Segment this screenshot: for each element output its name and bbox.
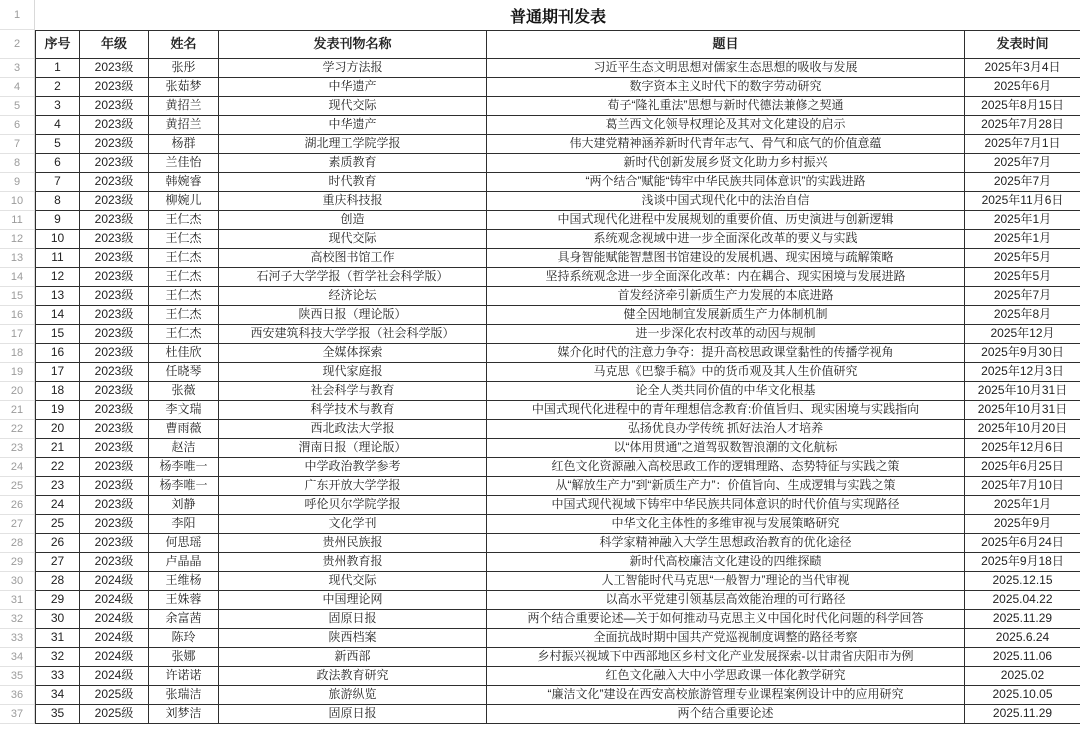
table-row xyxy=(36,382,1080,401)
table-row xyxy=(36,344,1080,363)
cell-date[interactable]: 2025年5月 xyxy=(965,249,1080,268)
cell-date[interactable]: 2025年10月31日 xyxy=(965,401,1080,420)
cell-name[interactable]: 黄招兰 xyxy=(149,97,219,116)
cell-grade[interactable]: 2023级 xyxy=(80,154,149,173)
cell-name[interactable]: 陈玲 xyxy=(149,629,219,648)
cell-no[interactable]: 22 xyxy=(36,458,80,477)
cell-no[interactable]: 5 xyxy=(36,135,80,154)
table-row xyxy=(36,192,1080,211)
table-row xyxy=(36,211,1080,230)
cell-journal[interactable]: 西北政法大学报 xyxy=(219,420,487,439)
cell-date[interactable]: 2025.11.06 xyxy=(965,648,1080,667)
cell-title[interactable]: 系统观念视域中进一步全面深化改革的要义与实践 xyxy=(487,230,965,249)
cell-grade[interactable]: 2023级 xyxy=(80,268,149,287)
cell-grade[interactable]: 2023级 xyxy=(80,458,149,477)
cell-title[interactable]: 马克思《巴黎手稿》中的货币观及其人生价值研究 xyxy=(487,363,965,382)
cell-name[interactable]: 杨李唯一 xyxy=(149,458,219,477)
cell-grade[interactable]: 2023级 xyxy=(80,553,149,572)
cell-no[interactable]: 20 xyxy=(36,420,80,439)
cell-journal[interactable]: 西安建筑科技大学学报（社会科学版） xyxy=(219,325,487,344)
cell-name[interactable]: 杜佳欣 xyxy=(149,344,219,363)
cell-grade[interactable]: 2023级 xyxy=(80,496,149,515)
cell-grade[interactable]: 2023级 xyxy=(80,439,149,458)
cell-name[interactable]: 王仁杰 xyxy=(149,249,219,268)
cell-grade[interactable]: 2023级 xyxy=(80,97,149,116)
header-grade[interactable]: 年级 xyxy=(80,31,149,59)
cell-name[interactable]: 许诺诺 xyxy=(149,667,219,686)
row-number[interactable]: 35 xyxy=(0,667,34,686)
cell-no[interactable]: 29 xyxy=(36,591,80,610)
cell-journal[interactable]: 现代家庭报 xyxy=(219,363,487,382)
cell-no[interactable]: 9 xyxy=(36,211,80,230)
row-number[interactable]: 26 xyxy=(0,496,34,515)
cell-no[interactable]: 34 xyxy=(36,686,80,705)
cell-title[interactable]: 中国式现代化进程中发展规划的重要价值、历史演进与创新逻辑 xyxy=(487,211,965,230)
cell-title[interactable]: 数字资本主义时代下的数字劳动研究 xyxy=(487,78,965,97)
cell-journal[interactable]: 陕西日报（理论版） xyxy=(219,306,487,325)
cell-journal[interactable]: 贵州民族报 xyxy=(219,534,487,553)
cell-journal[interactable]: 全媒体探索 xyxy=(219,344,487,363)
cell-name[interactable]: 杨群 xyxy=(149,135,219,154)
cell-title[interactable]: 新时代创新发展乡贤文化助力乡村振兴 xyxy=(487,154,965,173)
cell-date[interactable]: 2025.10.05 xyxy=(965,686,1080,705)
cell-title[interactable]: 从“解放生产力”到“新质生产力”：价值旨向、生成逻辑与实践之策 xyxy=(487,477,965,496)
row-number[interactable]: 19 xyxy=(0,363,34,382)
cell-journal[interactable]: 创造 xyxy=(219,211,487,230)
sheet-content xyxy=(35,0,1080,724)
cell-no[interactable]: 30 xyxy=(36,610,80,629)
table-row xyxy=(36,705,1080,724)
table-row xyxy=(36,591,1080,610)
cell-no[interactable]: 19 xyxy=(36,401,80,420)
row-number[interactable]: 2 xyxy=(0,30,34,59)
row-number[interactable]: 28 xyxy=(0,534,34,553)
cell-grade[interactable]: 2023级 xyxy=(80,306,149,325)
cell-date[interactable]: 2025.6.24 xyxy=(965,629,1080,648)
cell-journal[interactable]: 重庆科技报 xyxy=(219,192,487,211)
row-number[interactable]: 20 xyxy=(0,382,34,401)
row-number[interactable]: 21 xyxy=(0,401,34,420)
cell-title[interactable]: 伟大建党精神涵养新时代青年志气、骨气和底气的价值意蕴 xyxy=(487,135,965,154)
cell-journal[interactable]: 新西部 xyxy=(219,648,487,667)
cell-journal[interactable]: 呼伦贝尔学院学报 xyxy=(219,496,487,515)
cell-name[interactable]: 兰佳怡 xyxy=(149,154,219,173)
cell-journal[interactable]: 中华遗产 xyxy=(219,116,487,135)
cell-date[interactable]: 2025年10月31日 xyxy=(965,382,1080,401)
row-number[interactable]: 14 xyxy=(0,268,34,287)
table-row xyxy=(36,306,1080,325)
cell-no[interactable]: 11 xyxy=(36,249,80,268)
cell-no[interactable]: 10 xyxy=(36,230,80,249)
cell-name[interactable]: 黄招兰 xyxy=(149,116,219,135)
table-row xyxy=(36,629,1080,648)
cell-grade[interactable]: 2023级 xyxy=(80,249,149,268)
cell-title[interactable]: 媒介化时代的注意力争夺：提升高校思政课堂黏性的传播学视角 xyxy=(487,344,965,363)
cell-name[interactable]: 张娜 xyxy=(149,648,219,667)
cell-date[interactable]: 2025年1月 xyxy=(965,230,1080,249)
cell-title[interactable]: 红色文化融入大中小学思政课一体化教学研究 xyxy=(487,667,965,686)
table-row xyxy=(36,534,1080,553)
cell-date[interactable]: 2025.02 xyxy=(965,667,1080,686)
row-number[interactable]: 25 xyxy=(0,477,34,496)
cell-no[interactable]: 25 xyxy=(36,515,80,534)
cell-journal[interactable]: 石河子大学学报（哲学社会科学版） xyxy=(219,268,487,287)
cell-title[interactable]: 中国式现代视域下铸牢中华民族共同体意识的时代价值与实现路径 xyxy=(487,496,965,515)
cell-date[interactable]: 2025年1月 xyxy=(965,496,1080,515)
cell-date[interactable]: 2025年1月 xyxy=(965,211,1080,230)
cell-title[interactable]: 中华文化主体性的多维审视与发展策略研究 xyxy=(487,515,965,534)
cell-name[interactable]: 韩婉睿 xyxy=(149,173,219,192)
table-row xyxy=(36,249,1080,268)
cell-date[interactable]: 2025年7月 xyxy=(965,287,1080,306)
cell-name[interactable]: 王仁杰 xyxy=(149,287,219,306)
cell-name[interactable]: 赵洁 xyxy=(149,439,219,458)
row-number[interactable]: 29 xyxy=(0,553,34,572)
cell-date[interactable]: 2025.11.29 xyxy=(965,610,1080,629)
cell-journal[interactable]: 科学技术与教育 xyxy=(219,401,487,420)
header-name[interactable]: 姓名 xyxy=(149,31,219,59)
cell-grade[interactable]: 2023级 xyxy=(80,116,149,135)
cell-grade[interactable]: 2023级 xyxy=(80,363,149,382)
cell-date[interactable]: 2025年7月1日 xyxy=(965,135,1080,154)
cell-grade[interactable]: 2024级 xyxy=(80,667,149,686)
cell-date[interactable]: 2025年12月 xyxy=(965,325,1080,344)
cell-title[interactable]: 健全因地制宜发展新质生产力体制机制 xyxy=(487,306,965,325)
cell-title[interactable]: 弘扬优良办学传统 抓好法治人才培养 xyxy=(487,420,965,439)
row-number[interactable]: 7 xyxy=(0,135,34,154)
row-number[interactable]: 30 xyxy=(0,572,34,591)
cell-title[interactable]: 科学家精神融入大学生思想政治教育的优化途径 xyxy=(487,534,965,553)
cell-date[interactable]: 2025年5月 xyxy=(965,268,1080,287)
cell-date[interactable]: 2025年7月 xyxy=(965,154,1080,173)
row-number[interactable]: 13 xyxy=(0,249,34,268)
cell-date[interactable]: 2025年7月 xyxy=(965,173,1080,192)
table-row xyxy=(36,287,1080,306)
cell-grade[interactable]: 2023级 xyxy=(80,534,149,553)
cell-title[interactable]: 两个结合重要论述—关于如何推动马克思主义中国化时代化问题的科学回答 xyxy=(487,610,965,629)
row-number[interactable]: 6 xyxy=(0,116,34,135)
cell-no[interactable]: 35 xyxy=(36,705,80,724)
table-row xyxy=(36,572,1080,591)
cell-date[interactable]: 2025年10月20日 xyxy=(965,420,1080,439)
table-row xyxy=(36,97,1080,116)
cell-title[interactable]: 论全人类共同价值的中华文化根基 xyxy=(487,382,965,401)
cell-grade[interactable]: 2024级 xyxy=(80,572,149,591)
table-row xyxy=(36,458,1080,477)
table-row xyxy=(36,135,1080,154)
table-row xyxy=(36,439,1080,458)
table-row xyxy=(36,154,1080,173)
cell-name[interactable]: 王仁杰 xyxy=(149,211,219,230)
row-number[interactable]: 8 xyxy=(0,154,34,173)
table-row xyxy=(36,363,1080,382)
table-row xyxy=(36,173,1080,192)
cell-name[interactable]: 王仁杰 xyxy=(149,325,219,344)
cell-grade[interactable]: 2023级 xyxy=(80,287,149,306)
row-number-gutter xyxy=(0,0,35,724)
cell-grade[interactable]: 2023级 xyxy=(80,477,149,496)
cell-date[interactable]: 2025年12月3日 xyxy=(965,363,1080,382)
cell-journal[interactable]: 高校图书馆工作 xyxy=(219,249,487,268)
cell-date[interactable]: 2025年12月6日 xyxy=(965,439,1080,458)
cell-name[interactable]: 杨李唯一 xyxy=(149,477,219,496)
cell-name[interactable]: 柳婉儿 xyxy=(149,192,219,211)
cell-name[interactable]: 曹雨薇 xyxy=(149,420,219,439)
cell-journal[interactable]: 现代交际 xyxy=(219,572,487,591)
row-number[interactable]: 17 xyxy=(0,325,34,344)
row-number[interactable]: 23 xyxy=(0,439,34,458)
row-number[interactable]: 36 xyxy=(0,686,34,705)
cell-name[interactable]: 刘梦洁 xyxy=(149,705,219,724)
cell-name[interactable]: 王姝蓉 xyxy=(149,591,219,610)
cell-grade[interactable]: 2023级 xyxy=(80,325,149,344)
table-row xyxy=(36,477,1080,496)
cell-grade[interactable]: 2024级 xyxy=(80,648,149,667)
cell-title[interactable]: 以“体用贯通”之道驾驭数智浪潮的文化航标 xyxy=(487,439,965,458)
cell-title[interactable]: 坚持系统观念进一步全面深化改革：内在耦合、现实困境与发展进路 xyxy=(487,268,965,287)
row-number[interactable]: 34 xyxy=(0,648,34,667)
cell-journal[interactable]: 现代交际 xyxy=(219,97,487,116)
cell-title[interactable]: 两个结合重要论述 xyxy=(487,705,965,724)
cell-journal[interactable]: 固原日报 xyxy=(219,610,487,629)
cell-no[interactable]: 7 xyxy=(36,173,80,192)
table-row xyxy=(36,686,1080,705)
cell-name[interactable]: 任晓琴 xyxy=(149,363,219,382)
cell-title[interactable]: 中国式现代化进程中的青年理想信念教育:价值旨归、现实困境与实践指向 xyxy=(487,401,965,420)
cell-journal[interactable]: 学习方法报 xyxy=(219,59,487,78)
cell-name[interactable]: 张彤 xyxy=(149,59,219,78)
cell-no[interactable]: 28 xyxy=(36,572,80,591)
cell-name[interactable]: 李阳 xyxy=(149,515,219,534)
cell-grade[interactable]: 2023级 xyxy=(80,382,149,401)
cell-no[interactable]: 18 xyxy=(36,382,80,401)
cell-title[interactable]: 具身智能赋能智慧图书馆建设的发展机遇、现实困境与疏解策略 xyxy=(487,249,965,268)
cell-grade[interactable]: 2023级 xyxy=(80,401,149,420)
publications-table xyxy=(35,30,1080,724)
cell-title[interactable]: 人工智能时代马克思“一般智力”理论的当代审视 xyxy=(487,572,965,591)
cell-grade[interactable]: 2023级 xyxy=(80,78,149,97)
cell-title[interactable]: 习近平生态文明思想对儒家生态思想的吸收与发展 xyxy=(487,59,965,78)
header-row xyxy=(36,31,1080,59)
cell-date[interactable]: 2025年7月10日 xyxy=(965,477,1080,496)
cell-title[interactable]: 进一步深化农村改革的动因与规制 xyxy=(487,325,965,344)
cell-name[interactable]: 刘静 xyxy=(149,496,219,515)
table-row xyxy=(36,268,1080,287)
cell-date[interactable]: 2025年9月18日 xyxy=(965,553,1080,572)
cell-title[interactable]: “两个结合”赋能“铸牢中华民族共同体意识”的实践进路 xyxy=(487,173,965,192)
cell-no[interactable]: 24 xyxy=(36,496,80,515)
cell-grade[interactable]: 2023级 xyxy=(80,135,149,154)
header-no[interactable]: 序号 xyxy=(36,31,80,59)
cell-grade[interactable]: 2023级 xyxy=(80,230,149,249)
cell-grade[interactable]: 2023级 xyxy=(80,59,149,78)
cell-date[interactable]: 2025.12.15 xyxy=(965,572,1080,591)
cell-journal[interactable]: 中学政治教学参考 xyxy=(219,458,487,477)
row-number[interactable]: 4 xyxy=(0,78,34,97)
table-row xyxy=(36,610,1080,629)
cell-journal[interactable]: 广东开放大学学报 xyxy=(219,477,487,496)
cell-no[interactable]: 4 xyxy=(36,116,80,135)
cell-name[interactable]: 张瑞洁 xyxy=(149,686,219,705)
header-title[interactable]: 题目 xyxy=(487,31,965,59)
row-number[interactable]: 11 xyxy=(0,211,34,230)
cell-no[interactable]: 3 xyxy=(36,97,80,116)
cell-title[interactable]: 以高水平党建引领基层高效能治理的可行路径 xyxy=(487,591,965,610)
row-number[interactable]: 1 xyxy=(0,0,34,30)
cell-date[interactable]: 2025年9月 xyxy=(965,515,1080,534)
row-number[interactable]: 16 xyxy=(0,306,34,325)
cell-journal[interactable]: 时代教育 xyxy=(219,173,487,192)
cell-grade[interactable]: 2025级 xyxy=(80,705,149,724)
cell-name[interactable]: 王仁杰 xyxy=(149,268,219,287)
cell-no[interactable]: 32 xyxy=(36,648,80,667)
row-number[interactable]: 31 xyxy=(0,591,34,610)
row-number[interactable]: 27 xyxy=(0,515,34,534)
table-row xyxy=(36,116,1080,135)
cell-journal[interactable]: 中国理论网 xyxy=(219,591,487,610)
cell-grade[interactable]: 2025级 xyxy=(80,686,149,705)
table-row xyxy=(36,401,1080,420)
cell-title[interactable]: 红色文化资源融入高校思政工作的逻辑理路、态势特征与实践之策 xyxy=(487,458,965,477)
cell-title[interactable]: 全面抗战时期中国共产党巡视制度调整的路径考察 xyxy=(487,629,965,648)
table-row xyxy=(36,667,1080,686)
cell-no[interactable]: 8 xyxy=(36,192,80,211)
cell-name[interactable]: 张薇 xyxy=(149,382,219,401)
sheet-title[interactable]: 普通期刊发表 xyxy=(509,8,606,26)
cell-no[interactable]: 33 xyxy=(36,667,80,686)
table-row xyxy=(36,325,1080,344)
cell-name[interactable]: 余富茜 xyxy=(149,610,219,629)
header-date[interactable]: 发表时间 xyxy=(965,31,1080,59)
cell-name[interactable]: 王仁杰 xyxy=(149,306,219,325)
table-row xyxy=(36,553,1080,572)
cell-grade[interactable]: 2024级 xyxy=(80,629,149,648)
cell-grade[interactable]: 2024级 xyxy=(80,591,149,610)
cell-journal[interactable]: 旅游纵览 xyxy=(219,686,487,705)
cell-date[interactable]: 2025年8月15日 xyxy=(965,97,1080,116)
cell-grade[interactable]: 2023级 xyxy=(80,173,149,192)
row-number[interactable]: 3 xyxy=(0,59,34,78)
cell-name[interactable]: 李文瑞 xyxy=(149,401,219,420)
cell-no[interactable]: 2 xyxy=(36,78,80,97)
cell-journal[interactable]: 社会科学与教育 xyxy=(219,382,487,401)
cell-no[interactable]: 13 xyxy=(36,287,80,306)
cell-date[interactable]: 2025年6月 xyxy=(965,78,1080,97)
cell-title[interactable]: 荀子“隆礼重法”思想与新时代德法兼修之契通 xyxy=(487,97,965,116)
cell-no[interactable]: 12 xyxy=(36,268,80,287)
row-number[interactable]: 37 xyxy=(0,705,34,724)
row-number[interactable]: 22 xyxy=(0,420,34,439)
row-number[interactable]: 18 xyxy=(0,344,34,363)
cell-journal[interactable]: 政法教育研究 xyxy=(219,667,487,686)
cell-grade[interactable]: 2023级 xyxy=(80,515,149,534)
cell-name[interactable]: 卢晶晶 xyxy=(149,553,219,572)
cell-journal[interactable]: 经济论坛 xyxy=(219,287,487,306)
cell-journal[interactable]: 现代交际 xyxy=(219,230,487,249)
cell-title[interactable]: 首发经济牵引新质生产力发展的本底进路 xyxy=(487,287,965,306)
cell-title[interactable]: 乡村振兴视域下中西部地区乡村文化产业发展探索-以甘肃省庆阳市为例 xyxy=(487,648,965,667)
table-row xyxy=(36,78,1080,97)
cell-journal[interactable]: 素质教育 xyxy=(219,154,487,173)
row-number[interactable]: 10 xyxy=(0,192,34,211)
cell-date[interactable]: 2025年7月28日 xyxy=(965,116,1080,135)
header-journal[interactable]: 发表刊物名称 xyxy=(219,31,487,59)
cell-date[interactable]: 2025年6月24日 xyxy=(965,534,1080,553)
cell-journal[interactable]: 固原日报 xyxy=(219,705,487,724)
cell-no[interactable]: 31 xyxy=(36,629,80,648)
table-row xyxy=(36,420,1080,439)
cell-no[interactable]: 21 xyxy=(36,439,80,458)
cell-no[interactable]: 6 xyxy=(36,154,80,173)
cell-no[interactable]: 27 xyxy=(36,553,80,572)
cell-no[interactable]: 26 xyxy=(36,534,80,553)
cell-no[interactable]: 1 xyxy=(36,59,80,78)
row-number[interactable]: 24 xyxy=(0,458,34,477)
cell-date[interactable]: 2025年9月30日 xyxy=(965,344,1080,363)
cell-journal[interactable]: 中华遗产 xyxy=(219,78,487,97)
cell-no[interactable]: 23 xyxy=(36,477,80,496)
cell-journal[interactable]: 渭南日报（理论版） xyxy=(219,439,487,458)
table-row xyxy=(36,515,1080,534)
cell-title[interactable]: 浅谈中国式现代化中的法治自信 xyxy=(487,192,965,211)
cell-journal[interactable]: 陕西档案 xyxy=(219,629,487,648)
cell-grade[interactable]: 2024级 xyxy=(80,610,149,629)
table-row xyxy=(36,59,1080,78)
cell-grade[interactable]: 2023级 xyxy=(80,211,149,230)
cell-name[interactable]: 何思瑶 xyxy=(149,534,219,553)
cell-name[interactable]: 王维杨 xyxy=(149,572,219,591)
row-number[interactable]: 32 xyxy=(0,610,34,629)
cell-date[interactable]: 2025年8月 xyxy=(965,306,1080,325)
row-number[interactable]: 5 xyxy=(0,97,34,116)
cell-date[interactable]: 2025年6月25日 xyxy=(965,458,1080,477)
cell-date[interactable]: 2025.11.29 xyxy=(965,705,1080,724)
cell-grade[interactable]: 2023级 xyxy=(80,192,149,211)
table-row xyxy=(36,230,1080,249)
cell-name[interactable]: 张茹梦 xyxy=(149,78,219,97)
row-number[interactable]: 9 xyxy=(0,173,34,192)
cell-no[interactable]: 14 xyxy=(36,306,80,325)
cell-title[interactable]: “廉洁文化”建设在西安高校旅游管理专业课程案例设计中的应用研究 xyxy=(487,686,965,705)
cell-no[interactable]: 17 xyxy=(36,363,80,382)
cell-title[interactable]: 新时代高校廉洁文化建设的四维探赜 xyxy=(487,553,965,572)
table-row xyxy=(36,496,1080,515)
row-number[interactable]: 15 xyxy=(0,287,34,306)
cell-date[interactable]: 2025.04.22 xyxy=(965,591,1080,610)
cell-date[interactable]: 2025年3月4日 xyxy=(965,59,1080,78)
cell-date[interactable]: 2025年11月6日 xyxy=(965,192,1080,211)
row-number[interactable]: 33 xyxy=(0,629,34,648)
cell-grade[interactable]: 2023级 xyxy=(80,344,149,363)
cell-journal[interactable]: 文化学刊 xyxy=(219,515,487,534)
cell-journal[interactable]: 贵州教育报 xyxy=(219,553,487,572)
cell-no[interactable]: 16 xyxy=(36,344,80,363)
cell-journal[interactable]: 湖北理工学院学报 xyxy=(219,135,487,154)
cell-grade[interactable]: 2023级 xyxy=(80,420,149,439)
row-number[interactable]: 12 xyxy=(0,230,34,249)
cell-no[interactable]: 15 xyxy=(36,325,80,344)
cell-name[interactable]: 王仁杰 xyxy=(149,230,219,249)
table-row xyxy=(36,648,1080,667)
cell-title[interactable]: 葛兰西文化领导权理论及其对文化建设的启示 xyxy=(487,116,965,135)
